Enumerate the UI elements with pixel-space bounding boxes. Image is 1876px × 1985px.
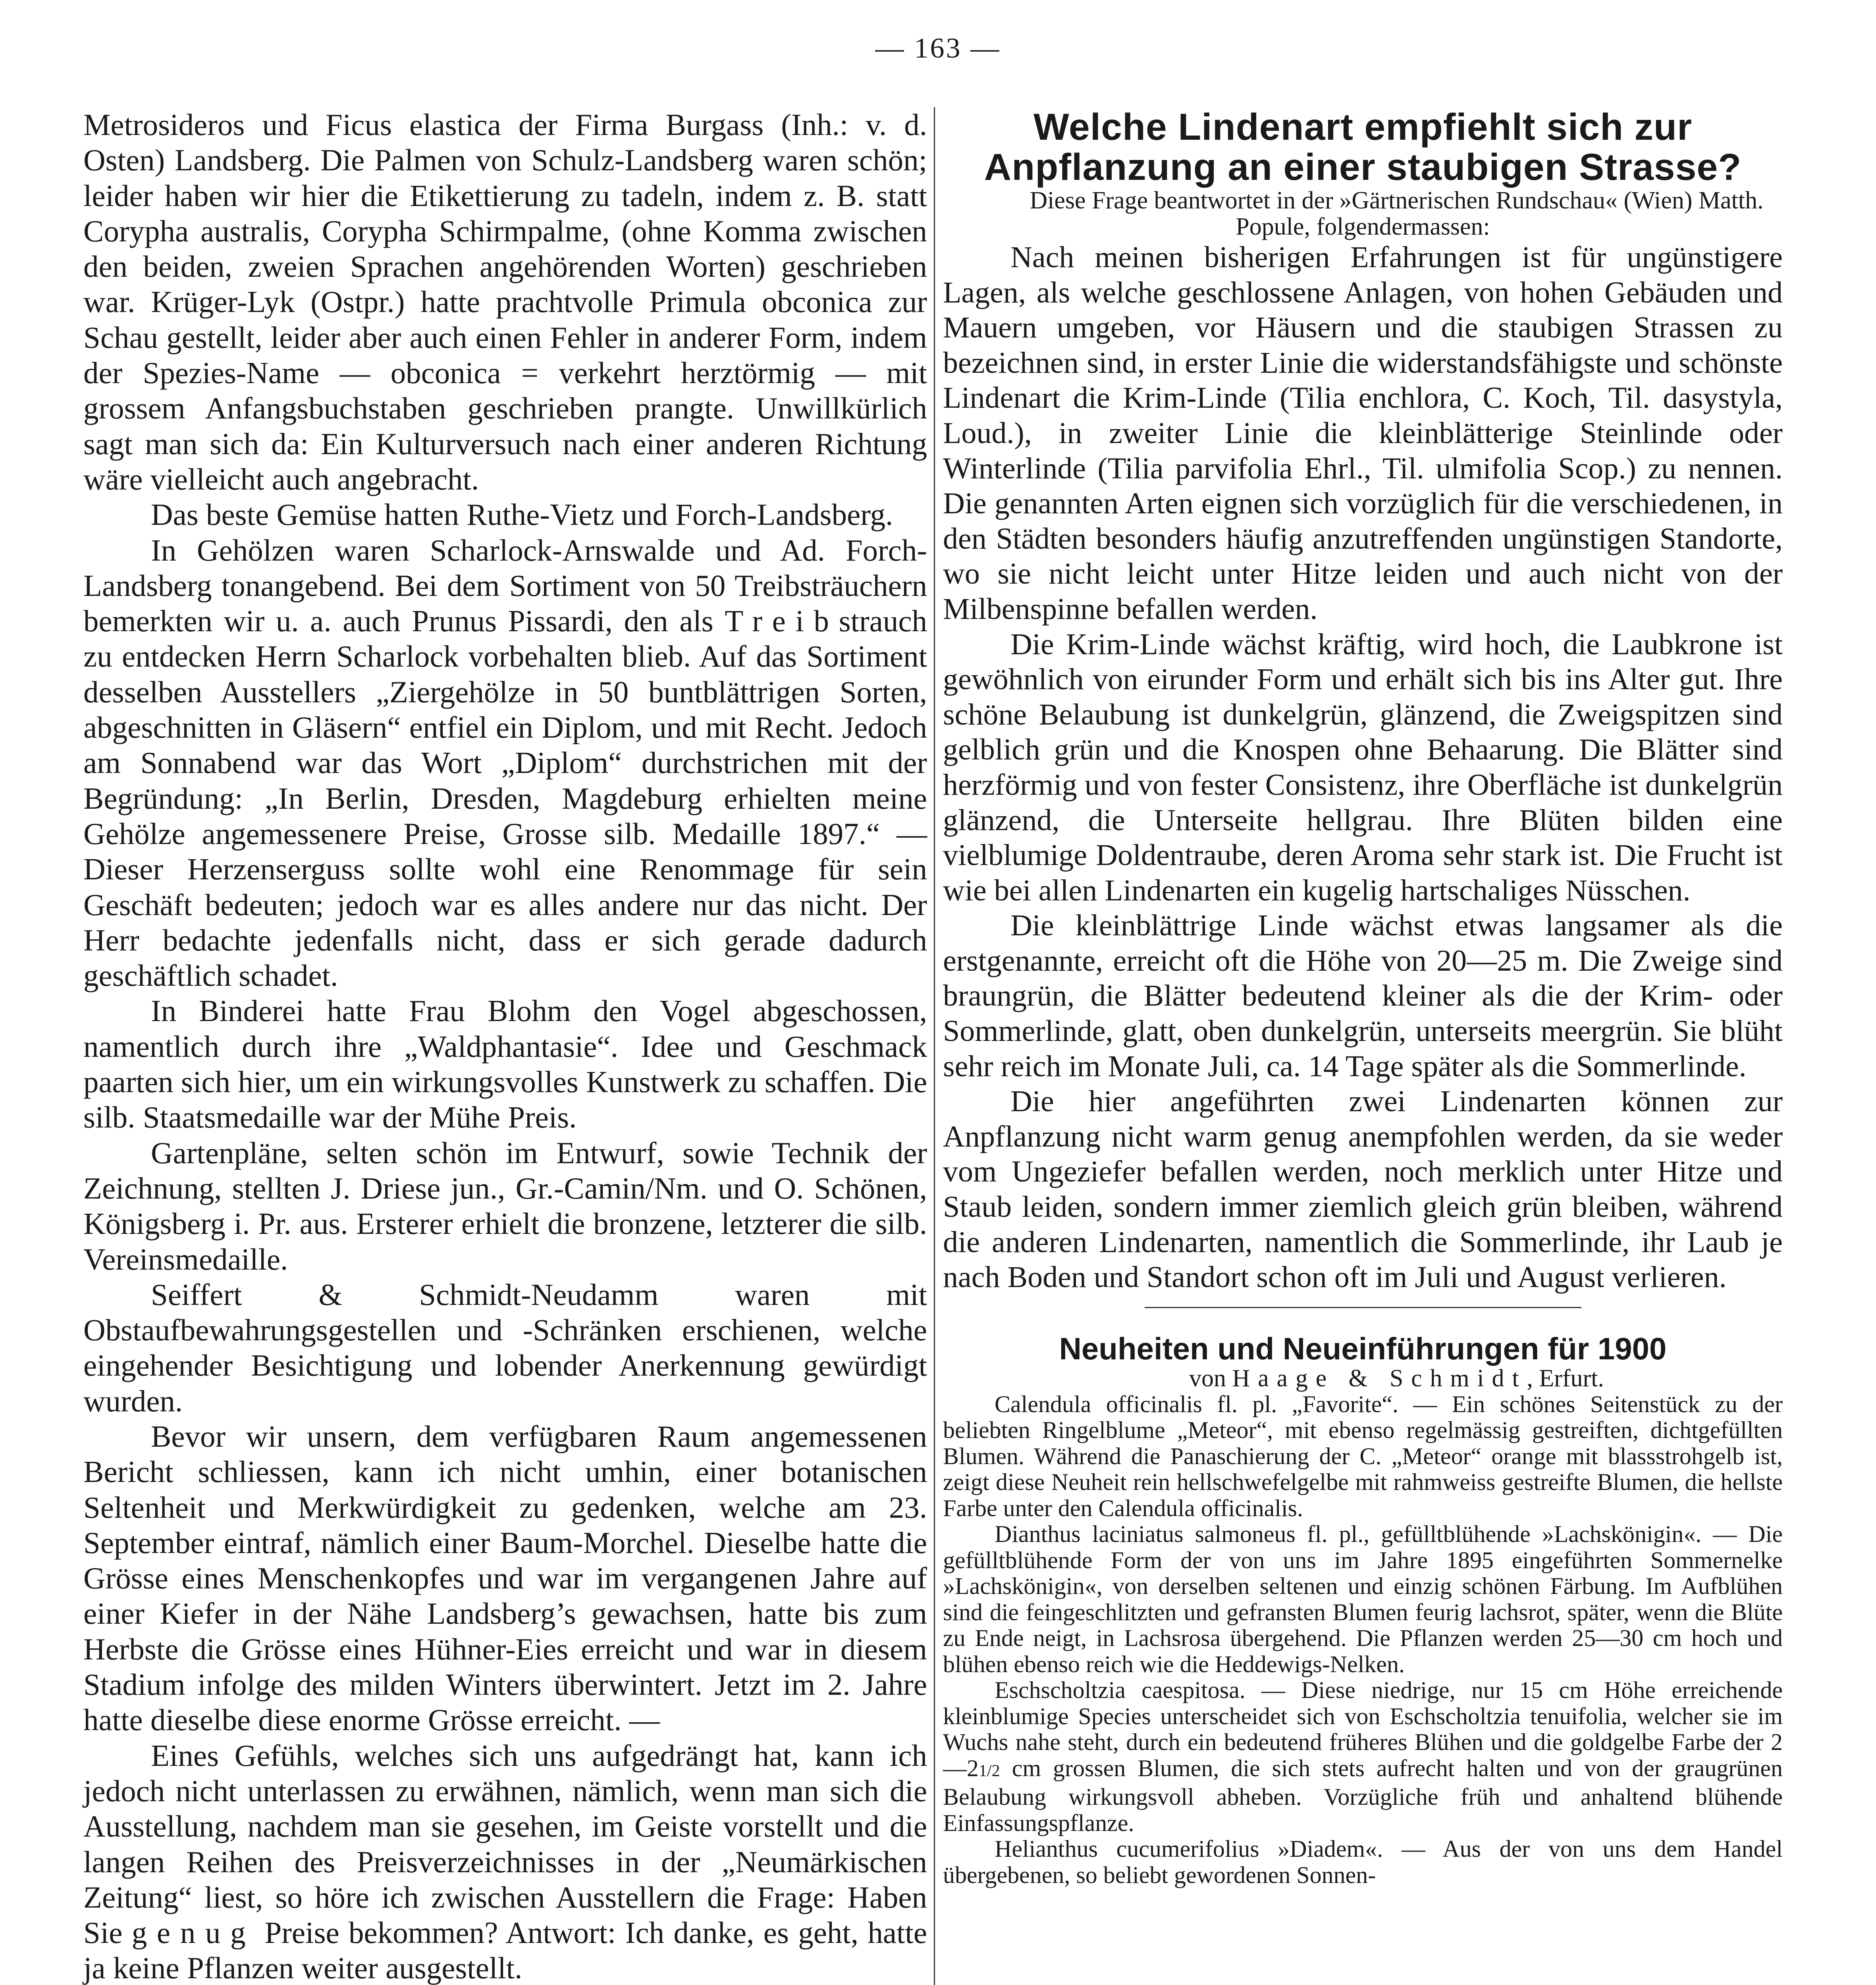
novelties-list (943, 1391, 1783, 1889)
column-divider (934, 107, 935, 1985)
paragraph: Die hier angeführten zwei Lindenarten können zur Anpflanzung nicht warm genug anempfohlen werden, da sie weder vom Ungeziefer befallen werden, noch merklich unter Hitze und Staub leiden, sondern immer ziemlich gleich grün bleiben, während die anderen Lindenarten, namentlich die Sommerlinde, ihr Laub je nach Boden und Standort schon oft im Juli und August verlieren. (943, 1085, 1783, 1294)
article-intro: Diese Frage beantwortet in der »Gärtnerischen Rundschau« (Wien) Matth. Popule, folgendermassen: (1030, 187, 1764, 240)
paragraph: Bevor wir unsern, dem verfügbaren Raum angemessenen Bericht schliessen, kann ich nicht umhin, einer botanischen Seltenheit und Merkwürdigkeit zu gedenken, welche am 23. September eintraf, nämlich einer Baum-Morchel. Dieselbe hatte die Grösse eines Menschenkopfes und war im vergangenen Jahre auf einer Kiefer in der Nähe Landsberg’s gewachsen, hatte bis zum Herbste die Grösse eines Hühner-Eies erreicht und war in diesem Stadium infolge des milden Winters überwintert. Jetzt im 2. Jahre hatte dieselbe diese enorme Grösse erreicht. — (83, 1419, 927, 1737)
paragraph-text: cm grossen Blumen, die sich stets aufrecht halten und von der graugrünen Belaubung wirkungsvoll abheben. Vorzügliche früh und anhaltend blühende Einfassungspflanze. (943, 1755, 1783, 1836)
paragraph (83, 533, 927, 994)
list-item: Calendula officinalis fl. pl. „Favorite“. — Ein schönes Seitenstück zu der beliebten Ringelblume „Meteor“, mit ebenso regelmässig gestreiften, dichtgefüllten Blumen. Während die Panaschierung der C. „Meteor“ orange mit blassstrohgelb ist, zeigt diese Neuheit rein hellschwefelgelbe mit rahmweiss gestreifte Blumen, die hellste Farbe unter den Calendula officinalis. (943, 1391, 1783, 1521)
paragraph: Die Krim-Linde wächst kräftig, wird hoch, die Laubkrone ist gewöhnlich von eirunder Form und erhält sich bis ins Alter gut. Ihre schöne Belaubung ist dunkelgrün, glänzend, die Zweigspitzen sind gelblich grün und die Knospen ohne Behaarung. Die Blätter sind herzförmig und von fester Consistenz, ihre Oberfläche ist dunkelgrün glänzend, die Unterseite hellgrau. Ihre Blüten bilden eine vielblumige Doldentraube, deren Aroma sehr stark ist. Die Frucht ist wie bei allen Lindenarten ein kugelig hartschaliges Nüsschen. (943, 627, 1783, 907)
paragraph-text: Eines Gefühls, welches sich uns aufgedrängt hat, kann ich jedoch nicht unterlassen zu erwähnen, nämlich, wenn man sich die Ausstellung, nachdem man sie gesehen, im Geiste vorstellt und die langen Reihen des Preisverzeichnisses in der „Neumärkischen Zeitung“ liest, so höre ich zwischen Ausstellern die Frage: Haben Sie (83, 1738, 927, 1950)
paragraph: Metrosideros und Ficus elastica der Firma Burgass (Inh.: v. d. Osten) Landsberg. Die Palmen von Schulz-Landsberg waren schön; leider haben wir hier die Etikettierung zu tadeln, indem z. B. statt Corypha australis, Corypha Schirmpalme, (ohne Komma zwischen den beiden, zweien Sprachen angehörenden Worten) geschrieben war. Krüger-Lyk (Ostpr.) hatte prachtvolle Primula obconica zur Schau gestellt, leider aber auch einen Fehler in anderer Form, indem der Spezies-Name — obconica = verkehrt herztörmig — mit grossem Anfangsbuchstaben geschrieben prangte. Unwillkürlich sagt man sich da: Ein Kulturversuch nach einer anderen Richtung wäre vielleicht auch angebracht. (83, 108, 927, 496)
page-number: — 163 — (875, 32, 1001, 64)
right-column (943, 107, 1783, 1888)
paragraph (83, 1738, 927, 1985)
article-byline (943, 1365, 1783, 1391)
paragraph: Die kleinblättrige Linde wächst etwas langsamer als die erstgenannte, erreicht oft die Höhe von 20—25 m. Die Zweige sind braungrün, die Blätter bedeutend kleiner als die der Krim- oder Sommerlinde, glatt, oben dunkelgrün, unterseits meergrün. Sie blüht sehr reich im Monate Juli, ca. 14 Tage später als die Sommerlinde. (943, 909, 1783, 1083)
article-title: Welche Lindenart empfiehlt sich zur Anpflanzung an einer staubigen Strasse? (984, 106, 1742, 188)
byline-name: Haage & Schmidt (1232, 1364, 1527, 1392)
byline-prefix: von (1189, 1364, 1226, 1392)
paragraph: Seiffert & Schmidt-Neudamm waren mit Obstaufbewahrungsgestellen und -Schränken erschienen, welche eingehender Besichtigung und lobender Anerkennung gewürdigt wurden. (83, 1277, 927, 1418)
list-item: Helianthus cucumerifolius »Diadem«. — Aus der von uns dem Handel übergebenen, so beliebt gewordenen Sonnen- (943, 1836, 1783, 1888)
list-item: Dianthus laciniatus salmoneus fl. pl., gefülltblühende »Lachskönigin«. — Die gefülltblühende Form der von uns im Jahre 1895 eingeführten Sommernelke »Lachskönigin«, von derselben seltenen und einzig schönen Färbung. Im Aufblühen sind die feingeschlitzten und gefransten Blumen feurig lachsrot, später, wenn die Blüte zu Ende neigt, in Lachsrosa übergehend. Die Pflanzen werden 25—30 cm hoch und blühen ebenso reich wie die Heddewigs-Nelken. (943, 1521, 1783, 1677)
size-range: 2—2 (943, 1729, 1783, 1781)
emphasized-word: genug (131, 1916, 256, 1950)
paragraph: In Binderei hatte Frau Blohm den Vogel abgeschossen, namentlich durch ihre „Waldphantasie“. Idee und Geschmack paarten sich hier, um ein wirkungsvolles Kunstwerk zu schaffen. Die silb. Staatsmedaille war der Mühe Preis. (83, 994, 927, 1135)
left-column (83, 107, 927, 1985)
paragraph-text: strauch zu entdecken Herrn Scharlock vorbehalten blieb. Auf das Sortiment desselben Ausstellers „Ziergehölze in 50 buntblättrigen Sorten, abgeschnitten in Gläsern“ entfiel ein Diplom, und mit Recht. Jedoch am Sonnabend war das Wort „Diplom“ durchstrichen mit der Begründung: „In Berlin, Dresden, Magdeburg erhielten meine Gehölze angemessenere Preise, Grosse silb. Medaille 1897.“ — Dieser Herzenserguss sollte wohl eine Renommage für sein Geschäft bedeuten; jedoch war es alles andere nur das nicht. Der Herr bedachte jedenfalls nicht, dass er sich gerade dadurch geschäftlich schadet. (83, 604, 927, 993)
paragraph: Das beste Gemüse hatten Ruthe-Vietz und Forch-Landsberg. (151, 497, 893, 532)
paragraph-text: Preise bekommen? Antwort: Ich danke, es geht, hatte ja keine Pflanzen weiter ausgestellt. (83, 1916, 927, 1985)
paragraph-text: In Gehölzen waren Scharlock-Arnswalde und Ad. Forch-Landsberg tonangebend. Bei dem Sortiment von 50 Treibsträuchern bemerkten wir u. a. auch Prunus Pissardi, den als (83, 533, 927, 638)
list-item (943, 1677, 1783, 1836)
paragraph: Nach meinen bisherigen Erfahrungen ist für ungünstigere Lagen, als welche geschlossene Anlagen, von hohen Gebäuden und Mauern umgeben, vor Häusern und die staubigen Strassen zu bezeichnen sind, in erster Linie die widerstandsfähigste und schönste Lindenart die Krim-Linde (Tilia enchlora, C. Koch, Til. dasystyla, Loud.), in zweiter Linie die kleinblätterige Steinlinde oder Winterlinde (Tilia parvifolia Ehrl., Til. ulmifolia Scop.) zu nennen. Die genannten Arten eignen sich vorzüglich für die verschiedenen, in den Städten besonders häufig anzutreffenden ungünstigen Standorte, wo sie nicht leicht unter Hitze leiden und auch nicht von der Milbenspinne befallen werden. (943, 241, 1783, 626)
size-fraction: 1/2 (979, 1761, 1000, 1780)
emphasized-word: Treib (725, 604, 839, 638)
byline-place: , Erfurt. (1527, 1364, 1604, 1392)
section-rule (1145, 1307, 1581, 1308)
article-title: Neuheiten und Neueinführungen für 1900 (1059, 1331, 1667, 1366)
paragraph: Gartenpläne, selten schön im Entwurf, sowie Technik der Zeichnung, stellten J. Driese jun., Gr.-Camin/Nm. und O. Schönen, Königsberg i. Pr. aus. Ersterer erhielt die bronzene, letzterer die silb. Vereinsmedaille. (83, 1135, 927, 1276)
paragraph-text: Eschscholtzia caespitosa. — Diese niedrige, nur 15 cm Höhe erreichende kleinblumige Species unterscheidet sich von Eschscholtzia tenuifolia, welcher sie im Wuchs nahe steht, durch ein bedeutend früheres Blühen und die goldgelbe Farbe der (943, 1677, 1783, 1756)
